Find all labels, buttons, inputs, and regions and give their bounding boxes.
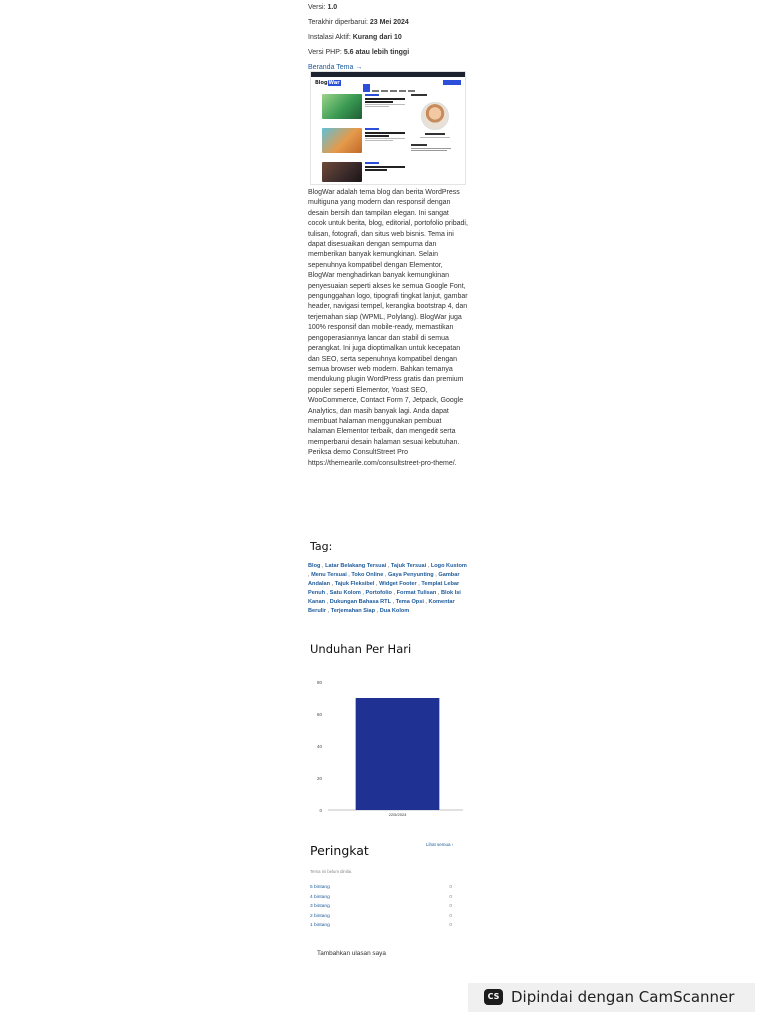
- theme-home-link[interactable]: Beranda Tema →: [308, 64, 363, 71]
- tag-link[interactable]: Toko Online: [351, 572, 384, 578]
- tag-link[interactable]: Templat Lebar Penuh: [308, 581, 460, 596]
- preview-post-image-3: [322, 162, 362, 182]
- star-rating-count: 0: [449, 913, 452, 919]
- star-rating-count: 0: [449, 885, 452, 890]
- ratings-subtitle: Tema ini belum dinilai.: [310, 869, 353, 874]
- tag-link[interactable]: Dukungan Bahasa RTL: [329, 599, 392, 605]
- tag-separator: ,: [386, 563, 391, 569]
- preview-post-image-2: [322, 128, 362, 153]
- see-all-reviews-link[interactable]: Lihat semua ›: [426, 842, 454, 847]
- preview-logo: BlogWar: [315, 80, 340, 86]
- tag-link[interactable]: Blok Isi Kanan: [308, 590, 461, 605]
- star-rating-count: 0: [449, 904, 452, 910]
- tag-separator: ,: [325, 599, 330, 605]
- tag-link[interactable]: Latar Belakang Tersuai: [325, 563, 387, 569]
- star-rating-count: 0: [449, 923, 452, 929]
- preview-sidebar-title: [411, 94, 427, 96]
- preview-button: [443, 80, 461, 85]
- star-rating-label: 4 bintang: [310, 894, 330, 900]
- tag-separator: ,: [436, 590, 441, 596]
- tag-separator: ,: [330, 581, 335, 587]
- installs-row: Instalasi Aktif: Kurang dari 10: [308, 34, 402, 41]
- tag-link[interactable]: Komentar Berulir: [308, 599, 455, 614]
- tag-link[interactable]: Menu Tersuai: [311, 572, 347, 578]
- camscanner-watermark: [468, 983, 755, 1012]
- tag-separator: ,: [320, 563, 326, 569]
- tag-link[interactable]: Format Tulisan: [396, 590, 437, 596]
- tag-separator: ,: [346, 572, 352, 578]
- downloads-heading: Unduhan Per Hari: [310, 642, 412, 656]
- ratings-heading: Peringkat: [310, 843, 369, 858]
- y-tick-label: 20: [316, 776, 322, 781]
- star-rating-label: 3 bintang: [310, 904, 330, 910]
- tag-link[interactable]: Satu Kolom: [329, 590, 361, 596]
- preview-post-image-1: [322, 94, 362, 119]
- add-review-link[interactable]: Tambahkan ulasan saya: [317, 950, 386, 957]
- tags-heading: Tag:: [310, 540, 333, 553]
- tag-link[interactable]: Logo Kustom: [430, 563, 467, 569]
- star-rating-row[interactable]: [310, 904, 452, 914]
- y-tick-label: 80: [316, 680, 322, 685]
- tag-separator: ,: [326, 608, 331, 614]
- tag-link[interactable]: Tajuk Tersuai: [390, 563, 427, 569]
- tag-link[interactable]: Gambar Andalan: [308, 572, 460, 587]
- tag-link[interactable]: Blog: [308, 563, 321, 569]
- theme-screenshot[interactable]: [310, 71, 466, 185]
- star-rating-row[interactable]: [310, 923, 452, 933]
- preview-sidebar: [411, 94, 459, 151]
- y-tick-label: 40: [316, 744, 322, 749]
- theme-meta: [308, 0, 468, 75]
- tag-separator: ,: [374, 581, 380, 587]
- star-rating-count: 0: [449, 894, 452, 900]
- tag-link[interactable]: Gaya Penyunting: [388, 572, 434, 578]
- tag-separator: ,: [360, 590, 366, 596]
- star-rating-label: 2 bintang: [310, 913, 330, 919]
- y-tick-label: 0: [319, 808, 322, 813]
- star-rating-label: 5 bintang: [310, 885, 330, 890]
- preview-post-text-2: [365, 128, 405, 142]
- tag-separator: ,: [383, 572, 388, 578]
- star-rating-row[interactable]: [310, 895, 452, 905]
- bar: [356, 698, 440, 810]
- tag-link[interactable]: Terjemahan Siap: [330, 608, 376, 614]
- camscanner-logo-icon: CS: [484, 989, 503, 1005]
- tag-separator: ,: [426, 563, 431, 569]
- preview-post-text-3: [365, 162, 405, 172]
- preview-menu: [363, 79, 423, 87]
- star-rating-row[interactable]: [310, 914, 452, 924]
- star-rating-row[interactable]: [310, 885, 452, 895]
- tag-link[interactable]: Widget Footer: [379, 581, 417, 587]
- preview-navbar: [315, 79, 461, 87]
- updated-row: Terakhir diperbarui: 23 Mei 2024: [308, 19, 409, 26]
- tag-separator: ,: [308, 572, 312, 578]
- theme-description: BlogWar adalah tema blog dan berita WordPress multiguna yang modern dan responsif dengan desain bersih dan tampilan elegan. Ini sangat cocok untuk berita, blog, editorial, portofolio pribadi, tulisan, fotografi, dan situs web bisnis. Tema ini dapat disesuaikan dengan sempurna dan memberikan banyak kemungkinan. Selain sepenuhnya kompatibel dengan Elementor, BlogWar menghadirkan banyak kemungkinan penyesuaian seperti akses ke semua Google Font, pengunggahan logo, tipografi tingkat lanjut, gambar header, navigasi tempel, kerangka bootstrap 4, dan terjemahan siap (WPML, Polylang). BlogWar juga 100% responsif dan mobile-ready, memastikan pengoperasiannya lancar dan stabil di semua perangkat. Ini juga dioptimalkan untuk kecepatan dan SEO, serta sepenuhnya kompatibel dengan semua browser web modern. Bahkan temanya mendukung plugin WordPress gratis dan premium populer seperti Elementor, Yoast SEO, WooCommerce, Contact Form 7, Jetpack, Google Analytics, dan masih banyak lagi. Anda dapat membuat halaman menggunakan pembuat halaman Elementor terbaik, dan mengedit serta memperbarui desain halaman sesuai kebutuhan. Periksa demo ConsultStreet Pro https://themearile.com/consultstreet-pro-theme/.: [308, 189, 468, 467]
- tag-link[interactable]: Tema Opsi: [395, 599, 424, 605]
- star-rating-list: [310, 885, 452, 933]
- tag-list: [308, 562, 468, 616]
- preview-post-text-1: [365, 94, 405, 108]
- version-row: Versi: 1.0: [308, 4, 338, 11]
- downloads-chart: [308, 672, 468, 822]
- preview-topbar: [311, 72, 465, 77]
- camscanner-watermark-text: Dipindai dengan CamScanner: [511, 988, 735, 1006]
- x-tick-label: 22/5/2024: [388, 812, 407, 817]
- tag-separator: ,: [391, 599, 396, 605]
- tag-link[interactable]: Dua Kolom: [379, 608, 410, 614]
- tag-separator: ,: [423, 599, 429, 605]
- tag-separator: ,: [416, 581, 422, 587]
- tag-separator: ,: [325, 590, 330, 596]
- php-row: Versi PHP: 5.6 atau lebih tinggi: [308, 49, 410, 56]
- tag-separator: ,: [375, 608, 380, 614]
- preview-avatar: [421, 102, 449, 130]
- tag-separator: ,: [391, 590, 397, 596]
- star-rating-label: 1 bintang: [310, 923, 330, 929]
- tag-link[interactable]: Portofolio: [365, 590, 392, 596]
- tag-separator: ,: [433, 572, 439, 578]
- tag-link[interactable]: Tajuk Fleksibel: [334, 581, 375, 587]
- y-tick-label: 60: [316, 712, 322, 717]
